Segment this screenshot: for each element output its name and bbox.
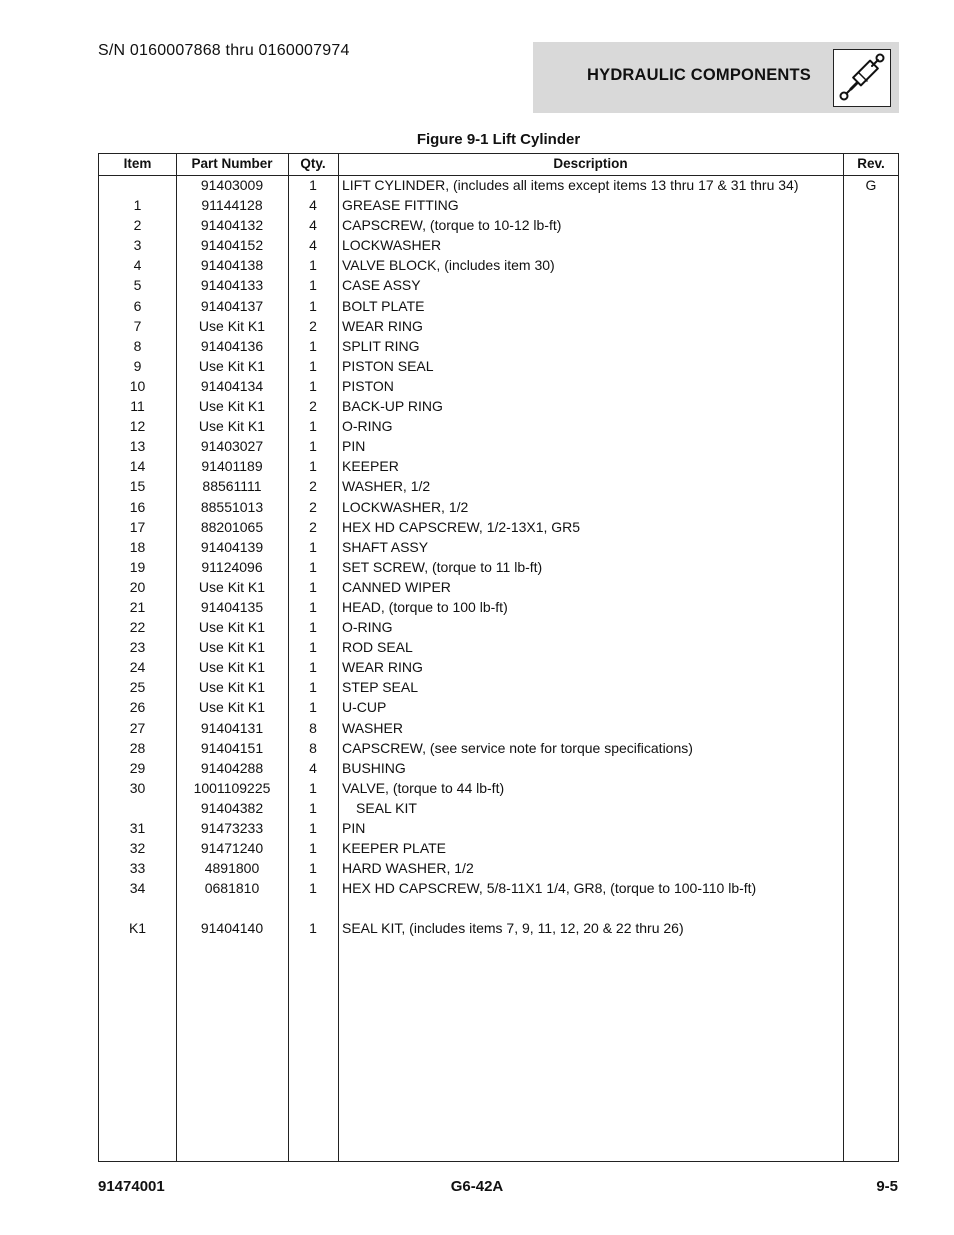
row-quantity: 8 — [309, 739, 317, 756]
row-description: BOLT PLATE — [342, 297, 425, 314]
row-description: PISTON SEAL — [342, 357, 434, 374]
row-description: CASE ASSY — [342, 277, 421, 294]
row-item-number: 7 — [133, 317, 142, 334]
row-part-number: 91404135 — [200, 598, 264, 615]
row-item-number: 22 — [129, 619, 146, 636]
table-row — [99, 437, 898, 457]
row-item-number: 9 — [133, 357, 142, 374]
row-quantity: 1 — [309, 277, 317, 294]
table-row — [99, 337, 898, 357]
row-description: SEAL KIT — [356, 799, 417, 816]
row-description: PIN — [342, 820, 366, 836]
serial-range: S/N 0160007868 thru 0160007974 — [98, 42, 350, 59]
row-item-number: 15 — [129, 478, 146, 495]
section-header — [533, 42, 899, 113]
table-row — [99, 397, 898, 417]
row-quantity: 2 — [309, 317, 317, 334]
row-part-number: 88551013 — [200, 498, 264, 515]
row-part-number: 91144128 — [201, 197, 263, 214]
row-item-number: 23 — [129, 639, 146, 656]
row-part-number: 1001109225 — [193, 779, 271, 796]
footer-doc-number: 91474001 — [98, 1178, 165, 1195]
row-part-number: 91404138 — [200, 257, 264, 274]
row-item-number: 27 — [129, 719, 146, 736]
row-description: HARD WASHER, 1/2 — [342, 860, 474, 877]
row-part-number: 91404134 — [200, 377, 264, 394]
row-item-number: 3 — [133, 237, 142, 254]
column-header-qty: Qty. — [300, 156, 326, 171]
row-quantity: 1 — [309, 920, 317, 937]
row-item-number: 33 — [129, 860, 146, 877]
row-item-number: 2 — [133, 217, 142, 234]
row-item-number: 1 — [133, 197, 142, 214]
row-item-number: 26 — [129, 699, 146, 716]
row-part-number: 91404140 — [200, 920, 264, 937]
row-quantity: 1 — [309, 257, 317, 274]
table-row — [99, 417, 898, 437]
row-description: O-RING — [342, 619, 393, 636]
row-description: WEAR RING — [342, 659, 423, 676]
row-item-number: 13 — [129, 438, 146, 455]
row-quantity: 1 — [309, 177, 317, 193]
table-row — [99, 618, 898, 638]
column-header-description: Description — [553, 156, 628, 171]
table-row — [99, 678, 898, 698]
row-part-number: 91473233 — [200, 820, 264, 836]
row-quantity: 4 — [309, 759, 317, 776]
row-part-number: Use Kit K1 — [198, 619, 266, 636]
row-quantity: 1 — [309, 438, 317, 455]
row-item-number: K1 — [128, 920, 147, 937]
row-description: HEX HD CAPSCREW, 1/2-13X1, GR5 — [342, 518, 581, 535]
row-quantity: 4 — [309, 197, 317, 214]
row-part-number: Use Kit K1 — [198, 679, 266, 696]
row-quantity: 1 — [309, 538, 317, 555]
row-item-number: 30 — [129, 779, 146, 796]
column-header-item: Item — [123, 156, 152, 171]
table-row — [99, 518, 898, 538]
row-description: SPLIT RING — [342, 337, 420, 354]
row-quantity: 1 — [309, 820, 317, 836]
row-item-number: 34 — [129, 880, 146, 897]
table-row — [99, 819, 898, 839]
table-row — [99, 799, 898, 819]
row-item-number: 32 — [129, 840, 146, 857]
row-revision: G — [865, 177, 877, 193]
row-part-number: 91124096 — [201, 558, 263, 575]
row-part-number: Use Kit K1 — [198, 317, 266, 334]
row-description: O-RING — [342, 418, 393, 435]
table-row — [99, 176, 898, 196]
row-item-number: 5 — [133, 277, 142, 294]
column-header-part-number: Part Number — [191, 156, 273, 171]
table-row — [99, 638, 898, 658]
row-part-number: Use Kit K1 — [198, 639, 266, 656]
row-part-number: 91404152 — [200, 237, 264, 254]
table-row — [99, 859, 898, 879]
table-row — [99, 216, 898, 236]
row-part-number: 91404288 — [200, 759, 264, 776]
table-row — [99, 256, 898, 276]
row-part-number: Use Kit K1 — [198, 659, 266, 676]
row-description: KEEPER PLATE — [342, 840, 447, 857]
row-quantity: 2 — [309, 478, 317, 495]
row-item-number: 10 — [129, 377, 146, 394]
row-quantity: 1 — [309, 578, 317, 595]
row-part-number: 91404139 — [200, 538, 264, 555]
row-item-number: 16 — [129, 498, 146, 515]
table-row — [99, 477, 898, 497]
row-quantity: 1 — [309, 639, 317, 656]
row-quantity: 1 — [309, 418, 317, 435]
row-item-number: 31 — [129, 820, 146, 836]
table-row — [99, 899, 898, 939]
table-row — [99, 317, 898, 337]
table-row — [99, 276, 898, 296]
row-item-number: 11 — [130, 398, 145, 415]
row-description: WASHER, 1/2 — [342, 478, 431, 495]
row-quantity: 1 — [309, 337, 317, 354]
row-item-number: 20 — [129, 578, 146, 595]
row-quantity: 1 — [309, 458, 317, 475]
row-part-number: 91404131 — [200, 719, 264, 736]
row-quantity: 1 — [309, 598, 317, 615]
row-part-number: 88201065 — [200, 518, 264, 535]
table-row — [99, 719, 898, 739]
row-quantity: 1 — [309, 357, 317, 374]
row-description: WASHER — [342, 719, 403, 736]
row-part-number: Use Kit K1 — [198, 699, 266, 716]
table-row — [99, 357, 898, 377]
table-row — [99, 598, 898, 618]
row-description: SEAL KIT, (includes items 7, 9, 11, 12, 20 & 22 thru 26) — [342, 920, 684, 937]
row-part-number: 91404132 — [200, 217, 264, 234]
row-part-number: 91404151 — [200, 739, 264, 756]
table-row — [99, 759, 898, 779]
row-description: GREASE FITTING — [342, 197, 459, 214]
table-row — [99, 377, 898, 397]
row-quantity: 1 — [309, 860, 317, 877]
row-description: WEAR RING — [342, 317, 423, 334]
table-row — [99, 498, 898, 518]
row-description: KEEPER — [342, 458, 399, 475]
row-quantity: 1 — [309, 880, 317, 897]
table-row — [99, 658, 898, 678]
row-part-number: Use Kit K1 — [198, 398, 266, 415]
footer-model: G6-42A — [450, 1178, 504, 1195]
row-part-number: 91471240 — [200, 840, 264, 857]
section-title: HYDRAULIC COMPONENTS — [587, 66, 812, 84]
row-part-number: 91401189 — [201, 458, 263, 475]
table-row — [99, 879, 898, 899]
table-row — [99, 578, 898, 598]
row-part-number: Use Kit K1 — [198, 578, 266, 595]
row-quantity: 1 — [309, 679, 317, 696]
table-row — [99, 779, 898, 799]
row-description: VALVE, (torque to 44 lb-ft) — [342, 779, 505, 796]
row-quantity: 2 — [309, 498, 317, 515]
row-description: HEAD, (torque to 100 lb-ft) — [342, 598, 508, 615]
row-quantity: 1 — [309, 377, 317, 394]
table-row — [99, 839, 898, 859]
row-item-number: 17 — [129, 518, 146, 535]
row-description: HEX HD CAPSCREW, 5/8-11X1 1/4, GR8, (torque to 100-110 lb-ft) — [342, 880, 757, 897]
row-item-number: 19 — [129, 558, 146, 575]
table-row — [99, 457, 898, 477]
row-part-number: 91404137 — [200, 297, 264, 314]
row-part-number: 91404136 — [200, 337, 264, 354]
row-quantity: 1 — [309, 779, 317, 796]
row-quantity: 2 — [309, 518, 317, 535]
row-quantity: 1 — [309, 558, 317, 575]
footer-page-number: 9-5 — [876, 1178, 898, 1195]
row-item-number: 24 — [129, 659, 146, 676]
table-row — [99, 698, 898, 718]
row-description: CAPSCREW, (torque to 10-12 lb-ft) — [342, 217, 562, 234]
row-item-number: 29 — [129, 759, 146, 776]
row-quantity: 1 — [309, 699, 317, 716]
figure-title: Figure 9-1 Lift Cylinder — [416, 131, 581, 148]
row-item-number: 6 — [133, 297, 142, 314]
row-part-number: 91404133 — [200, 277, 264, 294]
row-part-number: 91404382 — [200, 799, 264, 816]
parts-table — [98, 153, 899, 1162]
row-item-number: 18 — [129, 538, 146, 555]
row-part-number: 4891800 — [204, 860, 260, 877]
row-description: BUSHING — [342, 759, 406, 776]
row-item-number: 25 — [129, 679, 146, 696]
row-description: PIN — [342, 438, 366, 455]
row-description: LOCKWASHER, 1/2 — [342, 498, 469, 515]
row-description: STEP SEAL — [342, 679, 419, 696]
row-description: LOCKWASHER — [342, 237, 442, 254]
table-row — [99, 558, 898, 578]
row-item-number: 4 — [133, 257, 142, 274]
row-description: VALVE BLOCK, (includes item 30) — [342, 257, 555, 274]
table-row — [99, 297, 898, 317]
row-description: BACK-UP RING — [342, 398, 443, 415]
row-description: ROD SEAL — [342, 639, 413, 656]
row-item-number: 14 — [129, 458, 146, 475]
row-quantity: 1 — [309, 659, 317, 676]
row-quantity: 1 — [309, 799, 317, 816]
table-row — [99, 739, 898, 759]
row-part-number: 88561111 — [202, 478, 262, 495]
row-description: CAPSCREW, (see service note for torque specifications) — [342, 739, 693, 756]
row-part-number: 91403009 — [200, 177, 264, 193]
row-description: SHAFT ASSY — [342, 538, 429, 555]
row-quantity: 1 — [309, 297, 317, 314]
row-description: CANNED WIPER — [342, 578, 451, 595]
row-quantity: 1 — [309, 619, 317, 636]
table-row — [99, 196, 898, 216]
row-quantity: 1 — [309, 840, 317, 857]
row-description: LIFT CYLINDER, (includes all items except items 13 thru 17 & 31 thru 34) — [342, 177, 799, 193]
table-row — [99, 236, 898, 256]
column-header-rev: Rev. — [857, 156, 885, 171]
row-item-number: 8 — [133, 337, 142, 354]
hydraulic-cylinder-icon — [833, 49, 891, 107]
parts-table-body — [99, 176, 898, 940]
row-item-number: 12 — [129, 418, 146, 435]
row-quantity: 4 — [309, 217, 317, 234]
row-item-number: 28 — [129, 739, 146, 756]
row-part-number: Use Kit K1 — [198, 357, 266, 374]
row-part-number: Use Kit K1 — [198, 418, 266, 435]
row-quantity: 2 — [309, 398, 317, 415]
row-item-number: 21 — [129, 598, 146, 615]
row-quantity: 4 — [309, 237, 317, 254]
row-description: PISTON — [342, 377, 394, 394]
row-part-number: 91403027 — [200, 438, 264, 455]
table-row — [99, 538, 898, 558]
row-description: U-CUP — [342, 699, 387, 716]
row-quantity: 8 — [309, 719, 317, 736]
row-description: SET SCREW, (torque to 11 lb-ft) — [342, 558, 543, 575]
row-part-number: 0681810 — [204, 880, 260, 897]
